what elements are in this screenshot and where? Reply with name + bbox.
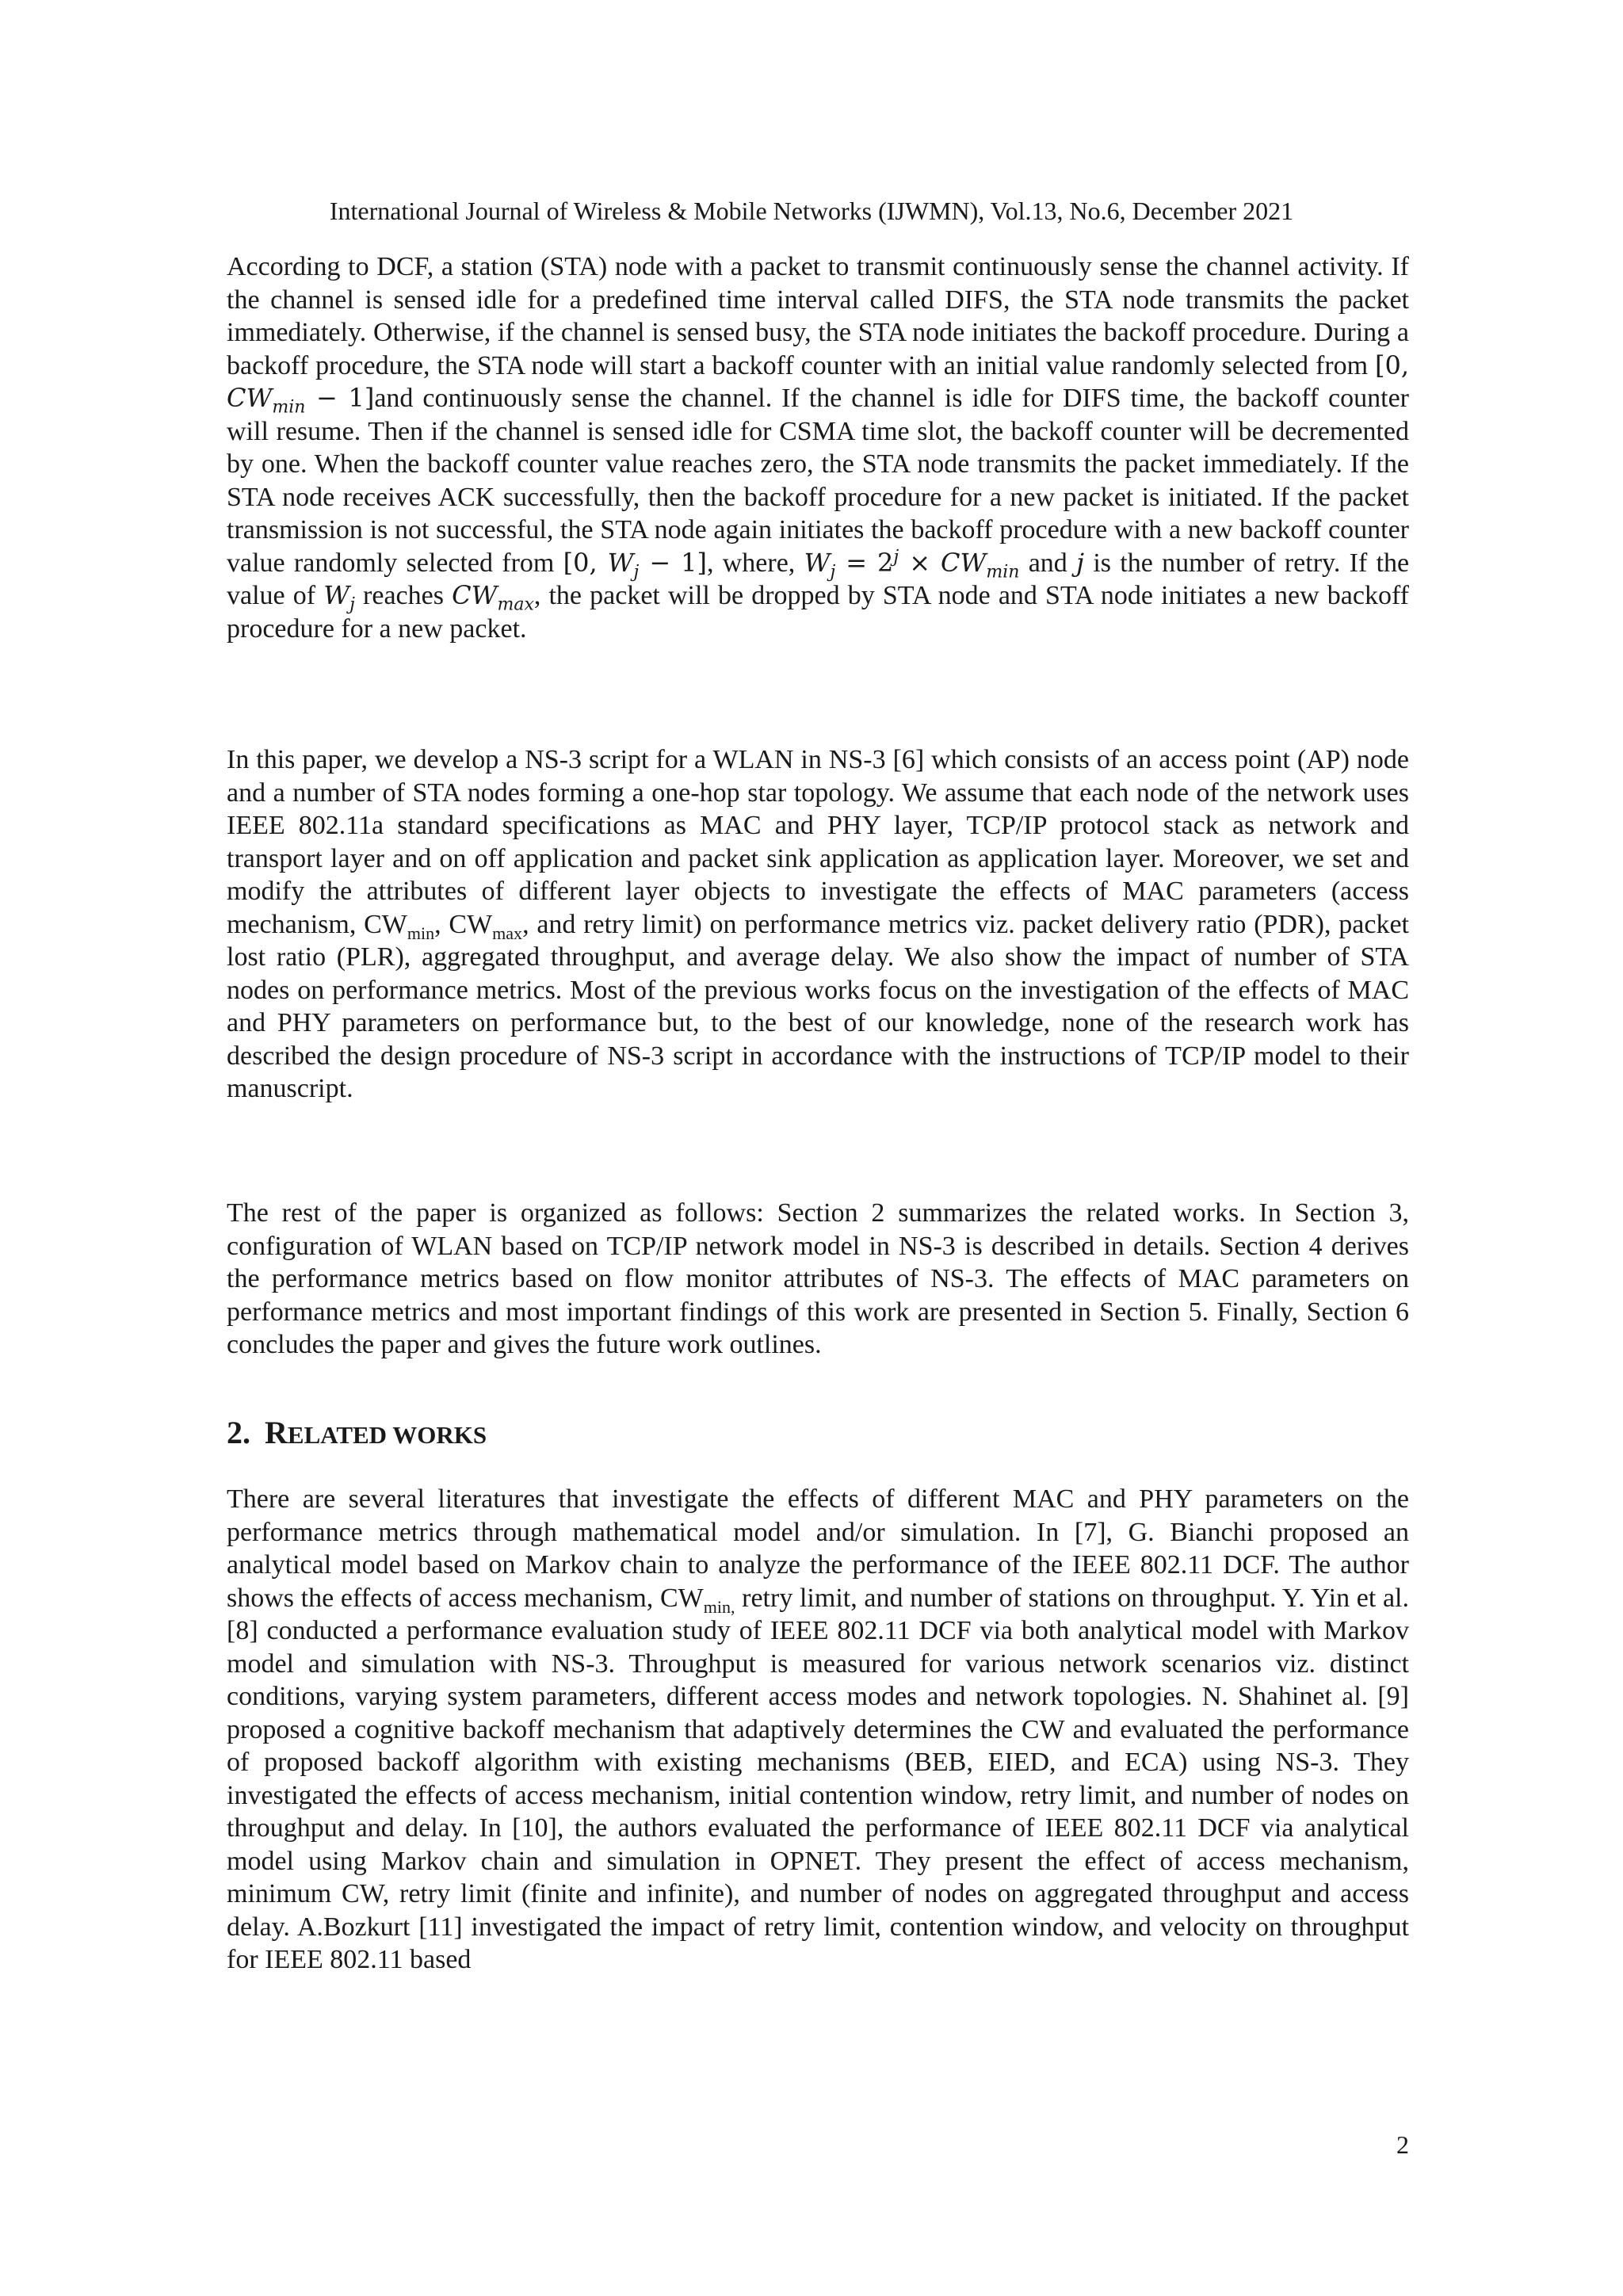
subscript: min: [407, 923, 435, 943]
text-run: retry limit, and number of stations on throughput. Y. Yin et al. [8] conducted a performance evaluation study of IEEE 802.11 DCF via both analytical model with Markov model and simulation with NS-3. Throughput is measured for various network scenarios viz. distinct conditions, varying system parameters, different access modes and network topologies. N. Shahinet al. [9] proposed a cognitive backoff mechanism that adaptively determines the CW and evaluated the performance of proposed backoff algorithm with existing mechanisms (BEB, EIED, and ECA) using NS-3. They investigated the effects of access mechanism, initial contention window, retry limit, and number of nodes on throughput and delay. In [10], the authors evaluated the performance of IEEE 802.11 DCF via analytical model using Markov chain and simulation in OPNET. They present the effect of access mechanism, minimum CW, retry limit (finite and infinite), and number of nodes on aggregated throughput and access delay. A.Bozkurt [11] investigated the impact of retry limit, contention window, and velocity on throughput for IEEE 802.11 based: [227, 1583, 1410, 1974]
math-wj: $W_j$: [323, 580, 355, 615]
paragraph-organization: [227, 1197, 1409, 1362]
paragraph-text: [227, 743, 1409, 1106]
section-heading-related-works: 2. RELATED WORKS: [227, 1415, 487, 1450]
text-run: and: [1028, 548, 1067, 578]
text-run: According to DCF, a station (STA) node with a packet to transmit continuously sense the channel activity. If the channel is sensed idle for a predefined time interval called DIFS, the STA node transmits the packet immediately. Otherwise, if the channel is sensed busy, the STA node initiates the backoff procedure. During a backoff procedure, the STA node will start a backoff counter with an initial value randomly selected from: [227, 252, 1409, 380]
math-interval-wj: [0, $W_j - 1$]: [563, 547, 707, 582]
paragraph-text: [227, 250, 1409, 645]
text-run: , where,: [706, 548, 796, 578]
text-run: is the number of retry. If the value of: [227, 548, 1410, 610]
text-run: In this paper, we develop a NS-3 script for a WLAN in NS-3 [6] which consists of an access point (AP) node and a number of STA nodes forming a one-hop star topology. We assume that each node of the network uses IEEE 802.11a standard specifications as MAC and PHY layer, TCP/IP protocol stack as network and transport layer and on off application and packet sink application as application layer. Moreover, we set and modify the attributes of different layer objects to investigate the effects of MAC parameters (access mechanism, CW: [227, 745, 1409, 939]
paragraph-text: [227, 1483, 1409, 1977]
paragraph-dcf-backoff: [227, 250, 1409, 645]
paragraph-contribution: [227, 743, 1409, 1106]
math-interval-cwmin: [0, $CW_{min} - 1$]: [227, 350, 1409, 418]
text-run: and continuously sense the channel. If the channel is idle for DIFS time, the backoff counter will resume. Then if the channel is sensed idle for CSMA time slot, the backoff counter will be decremented by one. When the backoff counter value reaches zero, the STA node transmits the packet immediately. If the STA node receives ACK successfully, then the backoff procedure for a new packet is initiated. If the packet transmission is not successful, the STA node again initiates the backoff procedure with a new backoff counter value randomly selected from: [227, 384, 1410, 578]
running-header: International Journal of Wireless & Mobile Networks (IJWMN), Vol.13, No.6, December 2021: [329, 197, 1294, 225]
text-run: , and retry limit) on performance metrics viz. packet delivery ratio (PDR), packet lost ratio (PLR), aggregated throughput, and average delay. We also show the impact of number of STA nodes on performance metrics. Most of the previous works focus on the investigation of the effects of MAC and PHY parameters on performance but, to the best of our knowledge, none of the research work has described the design procedure of NS-3 script in accordance with the instructions of TCP/IP model to their manuscript.: [227, 909, 1409, 1103]
subscript: max: [492, 923, 523, 943]
section-number: 2.: [227, 1415, 250, 1450]
page-number: 2: [1396, 2130, 1409, 2159]
text-run: There are several literatures that investigate the effects of different MAC and PHY parameters on the performance metrics through mathematical model and/or simulation. In [7], G. Bianchi proposed an analytical model based on Markov chain to analyze the performance of the IEEE 802.11 DCF. The author shows the effects of access mechanism, CW: [227, 1484, 1409, 1613]
math-j: j: [1076, 547, 1085, 578]
text-run: reaches: [363, 581, 444, 610]
text-run: , the packet will be dropped by STA node and STA node initiates a new backoff procedure for a new packet.: [227, 581, 1409, 644]
subscript: min,: [703, 1596, 735, 1617]
text-run: , CW: [434, 909, 493, 939]
math-wj-definition: $W_j = 2^j \times CW_{min}$: [804, 546, 1020, 582]
paragraph-text: The rest of the paper is organized as follows: Section 2 summarizes the related works. In Section 3, configuration of WLAN based on TCP/IP network model in NS-3 is described in details. Section 4 derives the performance metrics based on flow monitor attributes of NS-3. The effects of MAC parameters on performance metrics and most important findings of this work are presented in Section 5. Finally, Section 6 concludes the paper and gives the future work outlines.: [227, 1198, 1409, 1359]
math-cwmax: $CW_{max}$: [452, 580, 534, 615]
paragraph-related-works: [227, 1483, 1409, 1977]
